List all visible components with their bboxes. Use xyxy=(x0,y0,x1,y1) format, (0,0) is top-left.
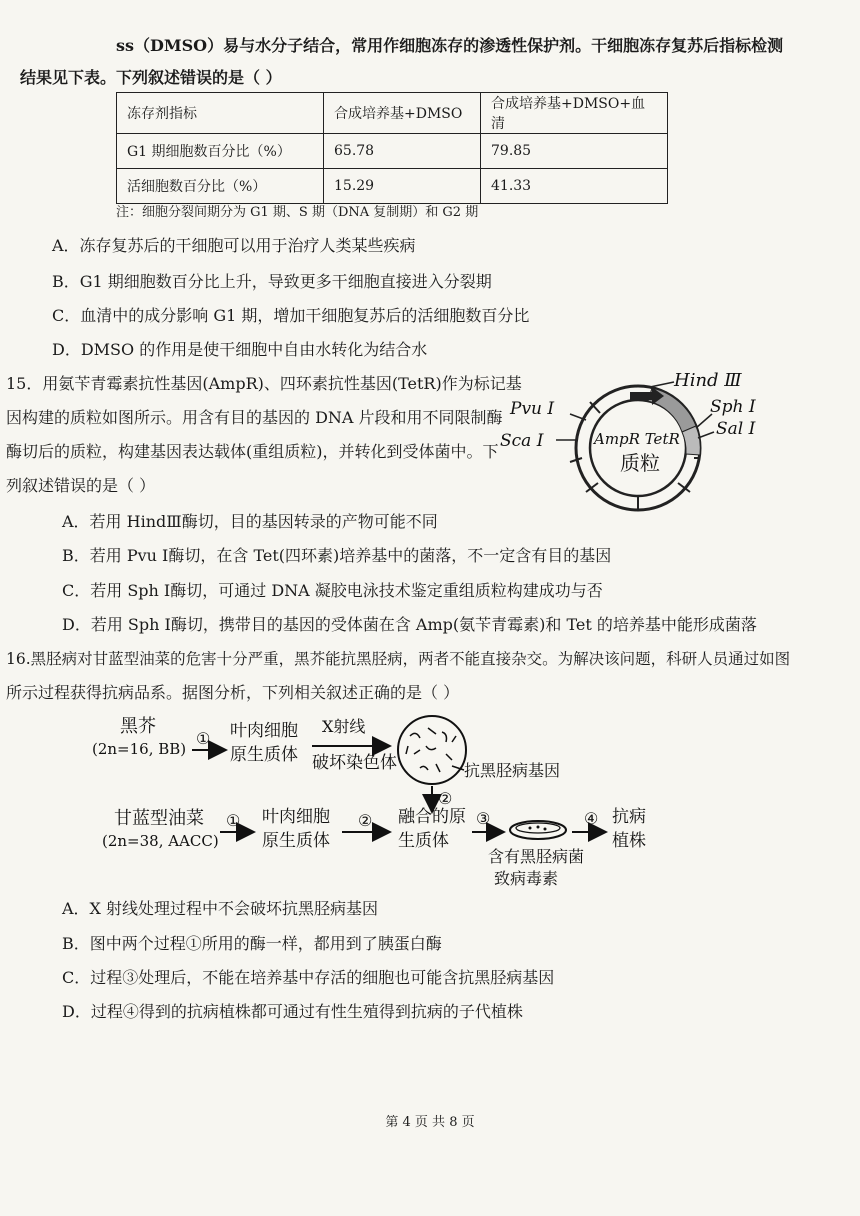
ganlan-label: 甘蓝型油菜 xyxy=(114,808,204,829)
q15-option-a: A．若用 HindⅢ酶切，目的基因转录的产物可能不同 xyxy=(62,512,438,531)
q14-option-c: C．血清中的成分影响 G1 期，增加干细胞复苏后的活细胞数百分比 xyxy=(52,306,530,325)
q15-stem-line: 列叙述错误的是（ ） xyxy=(6,476,156,495)
page-footer: 第 4 页 共 8 页 xyxy=(385,1115,475,1130)
step-2: ② xyxy=(358,811,373,830)
table-header-cell: 合成培养基+DMSO+血清 xyxy=(481,93,668,134)
mesophyll-bottom-1: 叶肉细胞 xyxy=(262,807,330,827)
toxin-medium-1: 含有黑胫病菌 xyxy=(488,847,585,866)
q16-stem-line: 所示过程获得抗病品系。据图分析，下列相关叙述正确的是（ ） xyxy=(6,683,460,702)
hind-label: Hind Ⅲ xyxy=(674,370,742,391)
sph-label: Sph Ⅰ xyxy=(710,397,756,417)
gene-label: AmpR TetR xyxy=(594,430,680,448)
table-note: 注：细胞分裂间期分为 G1 期、S 期（DNA 复制期）和 G2 期 xyxy=(116,205,479,220)
table-cell: 65.78 xyxy=(324,134,481,169)
resistant-plant-2: 植株 xyxy=(612,831,646,851)
q14-option-d: D．DMSO 的作用是使干细胞中自由水转化为结合水 xyxy=(52,340,428,359)
q15-stem-line: 15．用氨苄青霉素抗性基因(AmpR)、四环素抗性基因(TetR)作为标记基 xyxy=(6,374,522,393)
plasmid-diagram xyxy=(490,358,790,518)
damaged-protoplast-icon xyxy=(398,716,466,784)
mesophyll-top-1: 叶肉细胞 xyxy=(230,721,298,741)
pvu-label: Pvu Ⅰ xyxy=(510,399,555,419)
table-cell: 41.33 xyxy=(481,169,668,204)
table-row xyxy=(117,169,668,204)
step-1-bottom: ① xyxy=(226,811,241,830)
q15-stem-line: 因构建的质粒如图所示。用含有目的基因的 DNA 片段和用不同限制酶 xyxy=(6,408,503,427)
protoplast-fusion-diagram xyxy=(80,710,700,890)
table-cell: 79.85 xyxy=(481,134,668,169)
mesophyll-bottom-2: 原生质体 xyxy=(262,831,330,851)
cryo-table xyxy=(116,92,668,204)
hind-site-line xyxy=(650,382,674,387)
sca-label: Sca Ⅰ xyxy=(500,431,544,451)
step-3: ③ xyxy=(476,809,491,828)
q16-option-a: A．X 射线处理过程中不会破坏抗黑胫病基因 xyxy=(62,899,379,918)
fused-protoplast-1: 融合的原 xyxy=(398,807,466,827)
q14-option-b: B．G1 期细胞数百分比上升，导致更多干细胞直接进入分裂期 xyxy=(52,272,492,291)
toxin-medium-2: 致病毒素 xyxy=(494,869,559,888)
step-4: ④ xyxy=(584,809,599,828)
q14-option-a: A．冻存复苏后的干细胞可以用于治疗人类某些疾病 xyxy=(52,236,416,255)
q15-stem-line: 酶切后的质粒，构建基因表达载体(重组质粒)，并转化到受体菌中。下 xyxy=(6,442,499,461)
ganlan-genome: (2n=38, AACC) xyxy=(102,832,219,850)
petri-dish-icon xyxy=(510,821,566,839)
intro-line-1: ss（DMSO）易与水分子结合，常用作细胞冻存的渗透性保护剂。干细胞冻存复苏后指标检测 xyxy=(116,36,784,55)
resist-gene-label: 抗黑胫病基因 xyxy=(464,761,561,780)
q16-option-c: C．过程③处理后，不能在培养基中存活的细胞也可能含抗黑胫病基因 xyxy=(62,968,555,987)
xray-label: X射线 xyxy=(322,717,366,736)
table-cell: G1 期细胞数百分比（%） xyxy=(117,134,324,169)
q16-option-d: D．过程④得到的抗病植株都可通过有性生殖得到抗病的子代植株 xyxy=(62,1002,523,1021)
q16-stem-line: 16.黑胫病对甘蓝型油菜的危害十分严重，黑芥能抗黑胫病，两者不能直接杂交。为解决该问题，科研人员通过如图 xyxy=(6,650,791,668)
intro-line-2: 结果见下表。下列叙述错误的是（ ） xyxy=(20,68,282,87)
table-cell: 15.29 xyxy=(324,169,481,204)
step-1-top: ① xyxy=(196,729,211,748)
resistant-plant-1: 抗病 xyxy=(612,807,646,827)
heijie-label: 黑芥 xyxy=(120,716,156,737)
table-cell: 活细胞数百分比（%） xyxy=(117,169,324,204)
sal-site-line xyxy=(698,432,714,438)
plasmid-ring xyxy=(570,386,700,510)
table-row xyxy=(117,134,668,169)
step-2-down: ② xyxy=(438,789,453,808)
heijie-genome: (2n=16, BB) xyxy=(92,740,187,758)
fused-protoplast-2: 生质体 xyxy=(398,831,449,851)
q16-option-b: B．图中两个过程①所用的酶一样，都用到了胰蛋白酶 xyxy=(62,934,442,953)
table-header-cell: 冻存剂指标 xyxy=(117,93,324,134)
q15-option-b: B．若用 Pvu Ⅰ酶切，在含 Tet(四环素)培养基中的菌落，不一定含有目的基因 xyxy=(62,546,612,565)
q15-option-d: D．若用 Sph Ⅰ酶切，携带目的基因的受体菌在含 Amp(氨苄青霉素)和 Tet 的培养基中能形成菌落 xyxy=(62,615,757,634)
plasmid-name: 质粒 xyxy=(620,451,660,475)
mesophyll-top-2: 原生质体 xyxy=(230,745,298,765)
break-chromosome-label: 破坏染色体 xyxy=(312,753,397,773)
sal-label: Sal Ⅰ xyxy=(716,419,756,439)
table-header-cell: 合成培养基+DMSO xyxy=(324,93,481,134)
q15-option-c: C．若用 Sph Ⅰ酶切，可通过 DNA 凝胶电泳技术鉴定重组质粒构建成功与否 xyxy=(62,581,603,600)
table-header-row xyxy=(117,93,668,134)
